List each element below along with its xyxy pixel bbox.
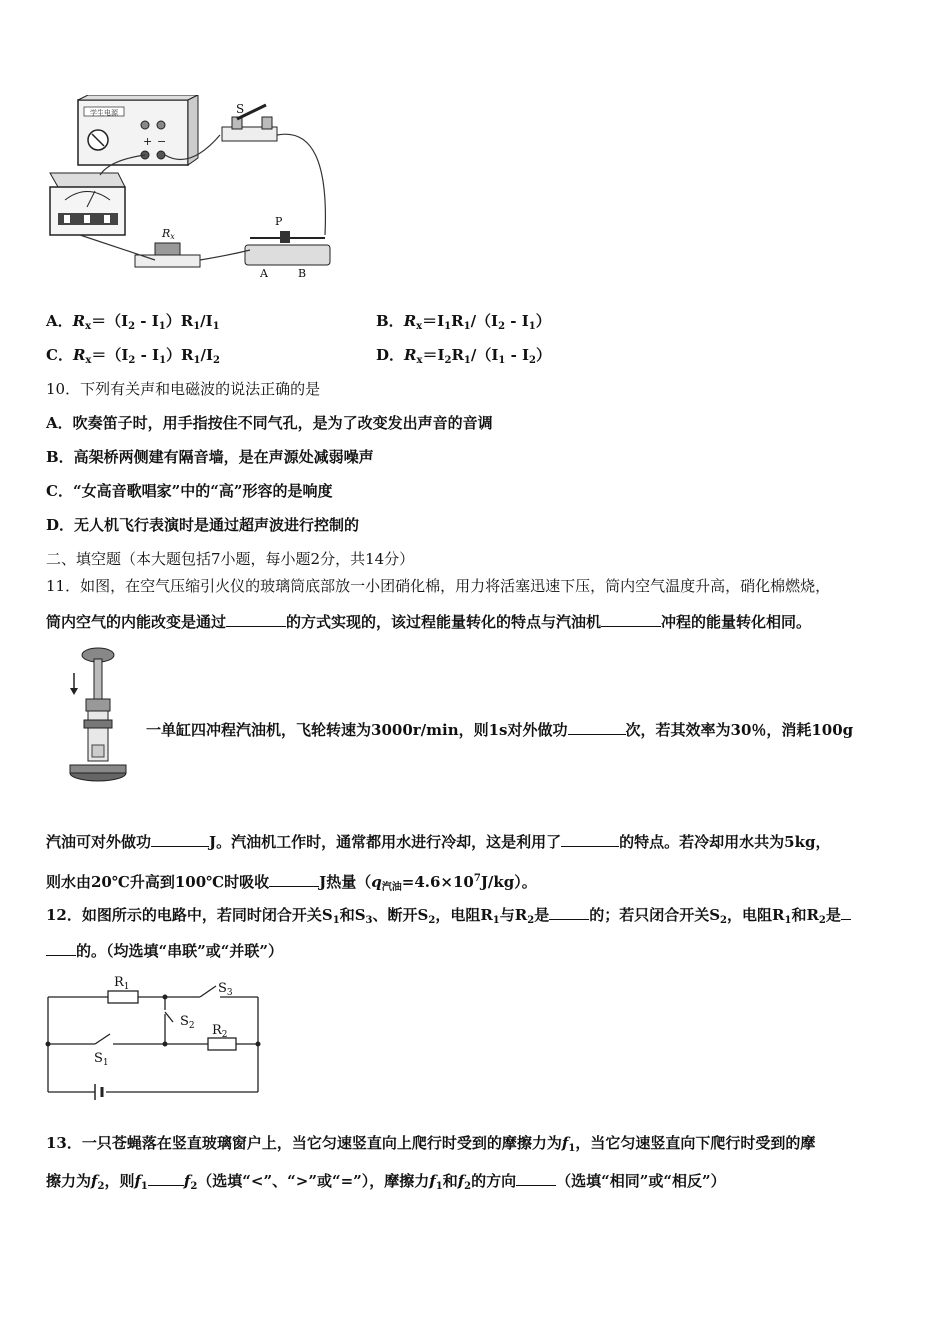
svg-text:R1 xyxy=(114,975,130,992)
switch-s xyxy=(222,102,277,141)
ammeter xyxy=(50,173,125,235)
end-b-label: B xyxy=(298,267,307,280)
s3-sub: 3 xyxy=(226,988,233,998)
r2-label: R xyxy=(212,1023,222,1038)
blank[interactable] xyxy=(226,612,286,627)
blank[interactable] xyxy=(46,941,76,956)
s1-switch xyxy=(95,1034,110,1044)
blank[interactable] xyxy=(568,720,626,735)
blank[interactable] xyxy=(561,832,619,847)
q10-option-b: B．高架桥两侧建有隔音墙，是在声源处减弱噪声 xyxy=(46,448,374,466)
blank[interactable] xyxy=(601,612,661,627)
svg-text:S2 xyxy=(180,1014,195,1031)
q9-option-b: B．$R_x=I_1R_1/(I_2 - I_1)$ xyxy=(376,312,551,332)
q12-line2: 的。（均选填“串联”或“并联”） xyxy=(46,941,283,961)
svg-text:S1 xyxy=(94,1051,109,1068)
svg-text:S3 xyxy=(218,981,233,998)
supply-panel-label: 学生电源 xyxy=(90,109,118,117)
svg-text:+: + xyxy=(143,135,153,148)
s3-switch xyxy=(200,986,216,997)
slider-label: P xyxy=(275,215,283,228)
s1-sub: 1 xyxy=(102,1058,109,1068)
svg-text:−: − xyxy=(157,135,167,148)
svg-text:R2 xyxy=(212,1023,228,1040)
section-heading: 二、填空题（本大题包括7小题，每小题2分，共14分） xyxy=(46,550,415,568)
q9-option-d: D．$R_x=I_2R_1/(I_1 - I_2)$ xyxy=(376,346,552,366)
q13-line1: 13．一只苍蝇落在竖直玻璃窗户上，当它匀速竖直向上爬行时受到的摩擦力为$f_1$，当它匀速竖直向下爬行时受到的摩 xyxy=(46,1134,816,1154)
q12-circuit-diagram xyxy=(40,972,280,1102)
blank[interactable] xyxy=(549,905,589,920)
blank[interactable] xyxy=(841,905,851,920)
q10-option-a: A．吹奏笛子时，用手指按住不同气孔，是为了改变发出声音的音调 xyxy=(46,414,493,432)
blank[interactable] xyxy=(269,872,319,887)
q9-option-c: C．$R_x=(I_2 - I_1)R_1/I_2$ xyxy=(46,346,220,366)
q13-line2: 擦力为$f_2$，则$f_1$ $f_2$（选填“<”、“>”或“=”），摩擦力$f_1$和$f_2$的方向 （选填“相同”或“相反”） xyxy=(46,1172,726,1192)
blank[interactable] xyxy=(516,1171,556,1186)
q12-line1: 12．如图所示的电路中，若同时闭合开关$S_1$和$S_3$、断开$S_2$，电阻$R_1$与$R_2$是 的；若只闭合开关$S_2$，电阻$R_1$和$R_2$是 xyxy=(46,905,851,931)
q11-line5: 则水由20℃升高到100℃时吸收 J热量$(q_{汽油}=4.6\times 10^7J/kg)$。 xyxy=(46,873,537,893)
rheostat xyxy=(245,215,330,280)
q9-option-a: A．$R_x=(I_2 - I_1)R_1/I_1$ xyxy=(46,312,220,332)
rx-sub: x xyxy=(170,232,175,241)
q10-option-d: D．无人机飞行表演时是通过超声波进行控制的 xyxy=(46,516,360,534)
q11-line4: 汽油可对外做功 J。汽油机工作时，通常都用水进行冷却，这是利用了 的特点。若冷却用水共为5kg， xyxy=(46,833,831,851)
s3-label: S xyxy=(218,981,227,996)
resistor-rx xyxy=(135,227,200,267)
s2-sub: 2 xyxy=(188,1021,195,1031)
q9-apparatus-figure xyxy=(40,95,360,280)
q11-line2: 筒内空气的内能改变是通过 的方式实现的，该过程能量转化的特点与汽油机 冲程的能量转化相同。 xyxy=(46,613,812,631)
q10-option-c: C．“女高音歌唱家”中的“高”形容的是响度 xyxy=(46,482,333,500)
blank[interactable] xyxy=(151,832,209,847)
q10-stem: 10．下列有关声和电磁波的说法正确的是 xyxy=(46,380,321,398)
power-supply xyxy=(78,95,198,165)
rx-label: R xyxy=(162,227,171,240)
r2-sub: 2 xyxy=(221,1030,228,1040)
fire-syringe-figure xyxy=(66,645,146,785)
r1-label: R xyxy=(114,975,124,990)
r1-resistor xyxy=(108,991,138,1003)
blank[interactable] xyxy=(148,1171,184,1186)
s2-switch xyxy=(165,1012,173,1022)
r1-sub: 1 xyxy=(123,982,130,992)
q11-line1: 11．如图，在空气压缩引火仪的玻璃筒底部放一小团硝化棉，用力将活塞迅速下压，筒内空气温度升高，硝化棉燃烧， xyxy=(46,577,831,595)
end-a-label: A xyxy=(260,267,268,280)
s2-label: S xyxy=(180,1014,189,1029)
switch-label: S xyxy=(236,102,245,116)
s1-label: S xyxy=(94,1051,103,1066)
svg-text:Rx xyxy=(161,227,175,241)
q11-line3: 一单缸四冲程汽油机，飞轮转速为3000r/min，则1s对外做功 次，若其效率为30％，消耗100g xyxy=(146,721,854,739)
